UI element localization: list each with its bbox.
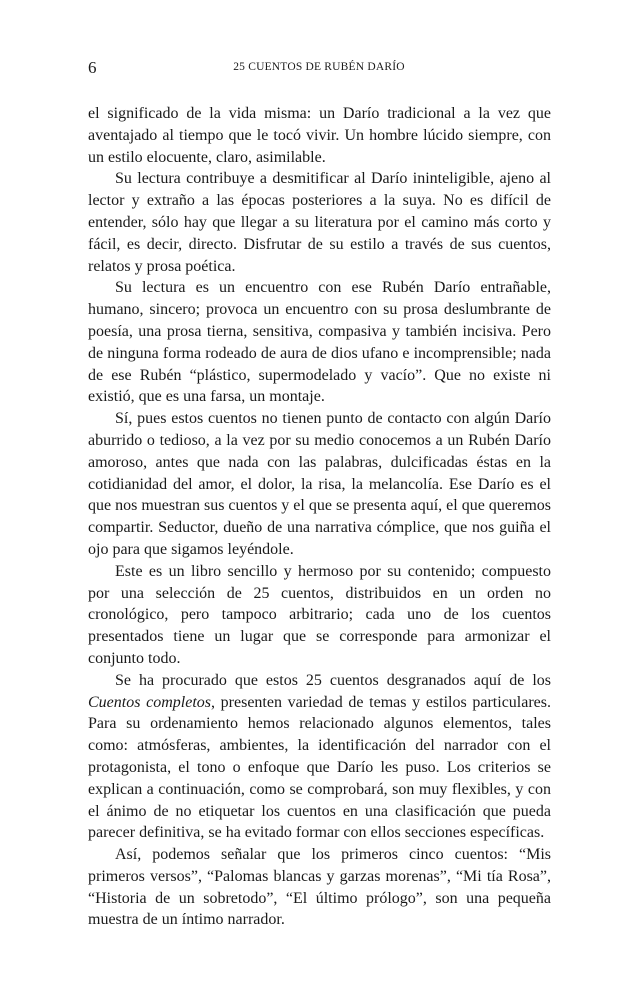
paragraph-6	[88, 670, 551, 844]
body-text	[88, 103, 551, 931]
paragraph-3: Su lectura es un encuentro con ese Rubén Darío entrañable, humano, sincero; provoca un encuentro con su prosa deslumbrante de poesía, una prosa tierna, sensitiva, compasiva y también incisiva. Pero de ninguna forma rodeado de aura de dios ufano e incomprensible; nada de ese Rubén “plástico, supermodelado y vacío”. Que no existe ni existió, que es una farsa, un montaje.	[88, 279, 551, 406]
book-title-italic: Cuentos completos	[88, 693, 211, 711]
paragraph-2: Su lectura contribuye a desmitificar al Darío ininteligible, ajeno al lector y extraño a las épocas posteriores a la suya. No es difícil de entender, sólo hay que llegar a su literatura por el camino más corto y fácil, es decir, directo. Disfrutar de su estilo a través de sus cuentos, relatos y prosa poética.	[88, 170, 551, 275]
page-header	[88, 58, 550, 78]
paragraph-6-end: , presenten variedad de temas y estilos particulares. Para su ordenamiento hemos relacionado algunos elementos, tales como: atmósferas, ambientes, la identificación del narrador con el protagonista, el tono o enfoque que Darío les puso. Los criterios se explican a continuación, como se comprobará, son muy flexibles, y con el ánimo de no etiquetar los cuentos en una clasificación que pueda parecer definitiva, se ha evitado formar con ellos secciones específicas.	[88, 693, 551, 842]
paragraph-6-start: Se ha procurado que estos 25 cuentos desgranados aquí de los	[115, 671, 551, 689]
page-number: 6	[88, 58, 97, 77]
paragraph-7: Así, podemos señalar que los primeros cinco cuentos: “Mis primeros versos”, “Palomas blancas y garzas morenas”, “Mi tía Rosa”, “Historia de un sobretodo”, “El último prólogo”, son una pequeña muestra de un íntimo narrador.	[88, 846, 551, 929]
running-title: 25 CUENTOS DE RUBÉN DARÍO	[233, 61, 405, 73]
paragraph-5: Este es un libro sencillo y hermoso por su contenido; compuesto por una selección de 25 cuentos, distribuidos en un orden no cronológico, pero tampoco arbitrario; cada uno de los cuentos presentados tiene un lugar que se corresponde para armonizar el conjunto todo.	[88, 562, 551, 667]
paragraph-1: el significado de la vida misma: un Darío tradicional a la vez que aventajado al tiempo que le tocó vivir. Un hombre lúcido siempre, con un estilo elocuente, claro, asimilable.	[88, 105, 551, 166]
paragraph-4: Sí, pues estos cuentos no tienen punto de contacto con algún Darío aburrido o tedioso, a la vez por su medio conocemos a un Rubén Darío amoroso, antes que nada con las palabras, dulcificadas éstas en la cotidianidad del amor, el dolor, la risa, la melancolía. Ese Darío es el que nos muestran sus cuentos y el que se presenta aquí, el que queremos compartir. Seductor, dueño de una narrativa cómplice, que nos guiña el ojo para que sigamos leyéndole.	[88, 410, 551, 558]
